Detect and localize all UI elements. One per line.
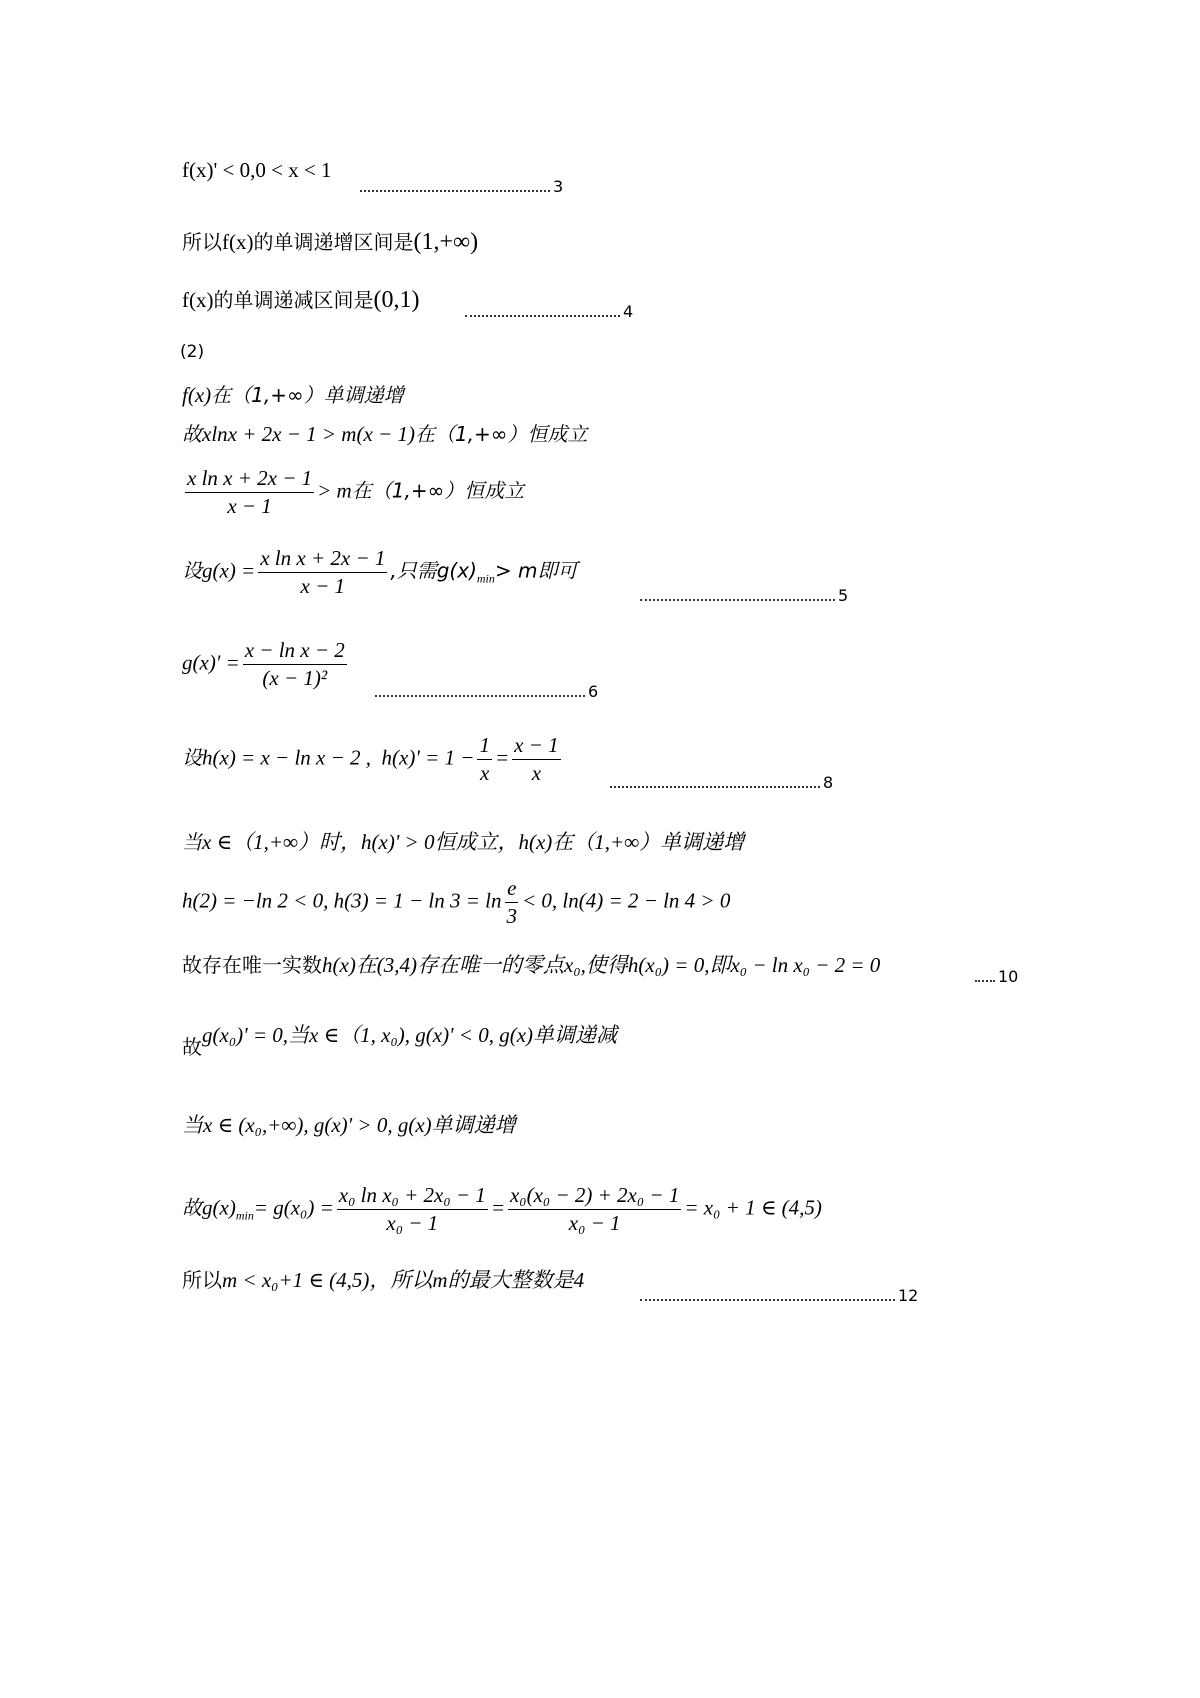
line-increasing-interval: 所以f(x)的单调递增区间是(1,+∞) bbox=[182, 229, 479, 255]
inequality: f(x)' < 0,0 < x < 1 bbox=[182, 158, 332, 182]
fraction: $\frac{\text{x ln x + 2x − 1}}{x - 1}$ bbox=[260, 546, 386, 598]
score-mark: 8 bbox=[610, 773, 833, 792]
line-always-holds: 故xlnx + 2x − 1 > m(x − 1)在（1,+∞）恒成立 bbox=[182, 422, 588, 446]
score-mark: 12 bbox=[640, 1286, 918, 1305]
line-unique-zero: 故存在唯一实数h(x)在(3,4)存在唯一的零点x₀,使得h(x₀) = 0,即x₀ − ln x₀ − 2 = 0 bbox=[182, 953, 881, 977]
part-label: (2) bbox=[180, 342, 205, 362]
line-conclusion: 所以m < x₀+1 ∈ (4,5)，所以m的最大整数是4 bbox=[182, 1268, 585, 1292]
fraction: $\frac{\text{x ln x + 2x − 1}}{x - 1}$ bbox=[187, 466, 313, 518]
line-g-decreasing: 故g(x₀)' = 0,当x ∈（1, x₀), g(x)' < 0, g(x)单调递减 bbox=[182, 1023, 618, 1059]
score-mark: 3 bbox=[360, 177, 563, 196]
score-mark: 4 bbox=[465, 302, 633, 321]
line-g-minimum: 故$g(x)_{min}= g(x_0)$ = $\frac{\text{x₀ ln x₀ + 2x₀ − 1}}{\text{x₀ − 1}}$ = $\frac{\text{x₀(x₀ − 2) + 2x₀ − 1}}{\text{x₀ − 1}}$ = x₀ + 1 ∈ (4,5) bbox=[182, 1183, 822, 1235]
line-g-derivative: g(x)' = $\frac{\text{x − ln x − 2}}{\text{(x − 1)²}}$ bbox=[182, 638, 345, 690]
line-define-g: 设g(x) = $\frac{\text{x ln x + 2x − 1}}{x - 1}$ ,只需$g(x)_{min}> m$即可 bbox=[182, 546, 578, 598]
fraction: $\frac{\text{x − ln x − 2}}{\text{(x − 1)²}}$ bbox=[244, 638, 345, 690]
line-h-increasing: 当x ∈（1,+∞）时，h(x)' > 0恒成立，h(x)在（1,+∞）单调递增 bbox=[182, 830, 745, 854]
fraction: $\frac{1}{x}$ bbox=[479, 733, 490, 785]
line-monotonic: f(x)在（1,+∞）单调递增 bbox=[182, 383, 404, 407]
fraction: $\frac{e}{3}$ bbox=[506, 876, 518, 928]
line-h-values: h(2) = −ln 2 < 0, h(3) = 1 − ln 3 = ln $\frac{e}{3}$ < 0, ln(4) = 2 − ln 4 > 0 bbox=[182, 876, 731, 928]
fraction: $\frac{\text{x₀(x₀ − 2) + 2x₀ − 1}}{\text{x₀ − 1}}$ bbox=[509, 1183, 680, 1235]
fraction: $\frac{x - 1}{x}$ bbox=[514, 733, 559, 785]
line-define-h: 设h(x) = x − ln x − 2 , h(x)' = 1 − $\frac{1}{x}$ = $\frac{x - 1}{x}$ bbox=[182, 733, 559, 785]
score-mark: 10 bbox=[975, 967, 1018, 986]
fraction: $\frac{\text{x₀ ln x₀ + 2x₀ − 1}}{\text{x₀ − 1}}$ bbox=[338, 1183, 486, 1235]
line-decreasing-interval: f(x)的单调递减区间是(0,1) bbox=[182, 287, 420, 313]
score-mark: 5 bbox=[640, 586, 848, 605]
line-fraction-inequality: $\frac{\text{x ln x + 2x − 1}}{x - 1}$ > m在（1,+∞）恒成立 bbox=[187, 466, 525, 518]
score-mark: 6 bbox=[375, 682, 598, 701]
line-derivative-negative bbox=[182, 160, 332, 181]
line-g-increasing: 当x ∈ (x₀,+∞), g(x)' > 0, g(x)单调递增 bbox=[182, 1113, 516, 1137]
